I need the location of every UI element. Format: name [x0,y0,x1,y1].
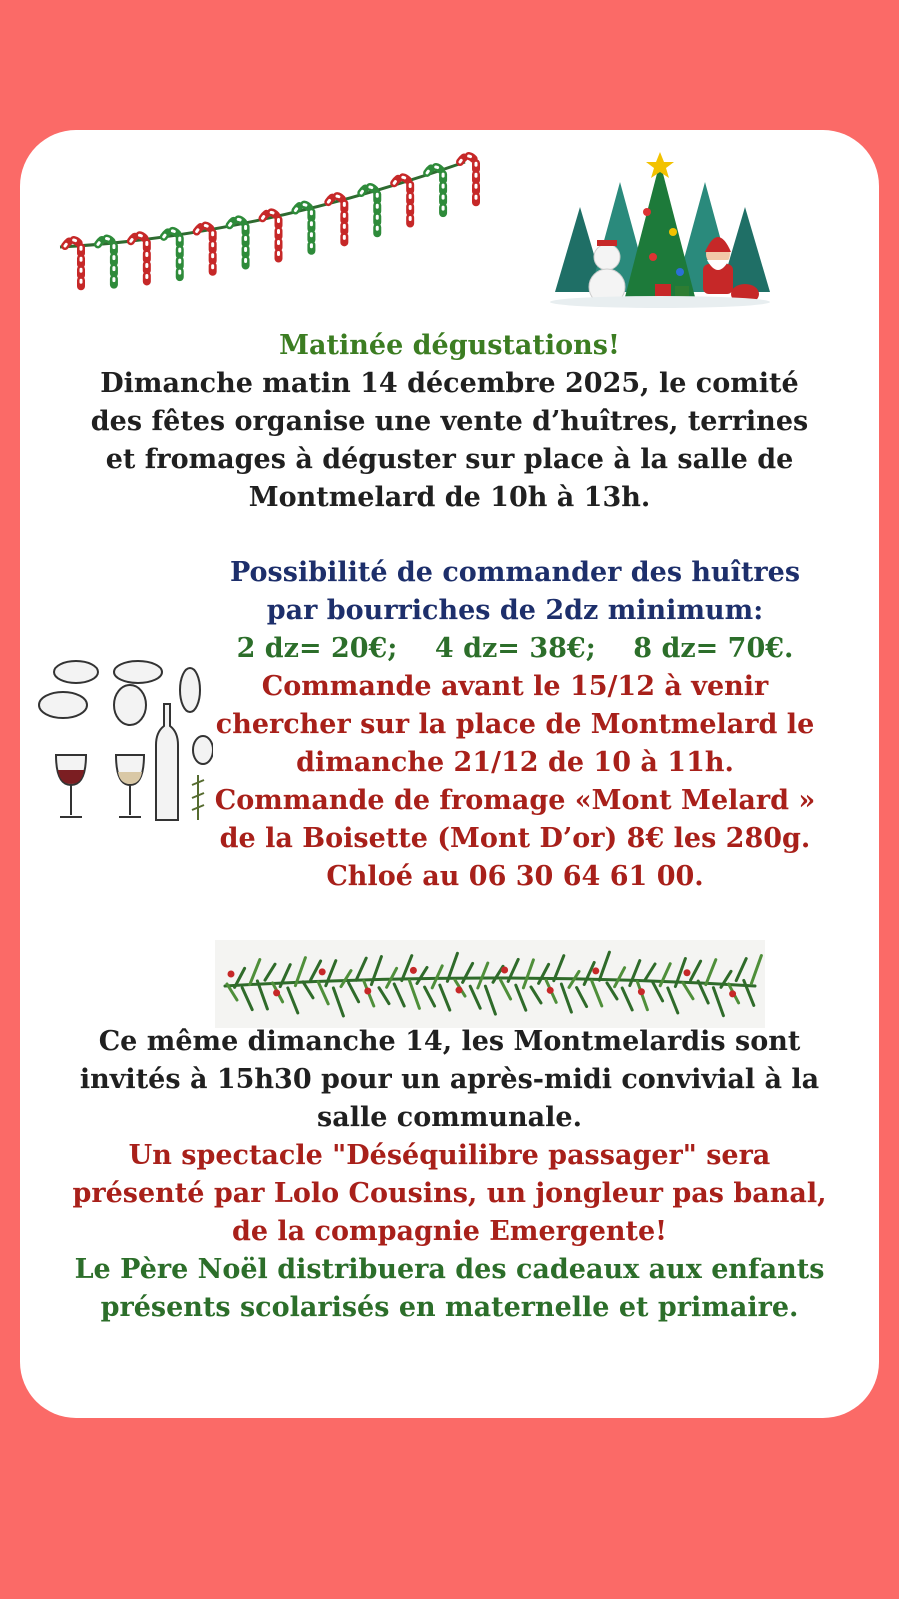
intro-line: Montmelard de 10h à 13h. [248,482,651,513]
pickup-line: dimanche 21/12 de 10 à 11h. [296,747,734,778]
order-paragraph [215,554,815,630]
heading: Matinée dégustations! [279,330,620,361]
show-line: présenté par Lolo Cousins, un jongleur pas banal, [72,1178,827,1209]
prices-line: 2 dz= 20€; 4 dz= 38€; 8 dz= 70€. [236,633,794,664]
pickup-line: Chloé au 06 30 64 61 00. [326,861,704,892]
afternoon-line: salle communale. [317,1102,582,1133]
santa-line: présents scolarisés en maternelle et primaire. [100,1292,799,1323]
christmas-trees-icon [535,152,785,312]
order-line: par bourriches de 2dz minimum: [266,595,764,626]
pickup-line: chercher sur la place de Montmelard le [215,709,815,740]
pine-garland-icon [215,940,765,1028]
show-line: Un spectacle "Déséquilibre passager" sera [128,1140,771,1171]
afternoon-line: invités à 15h30 pour un après-midi convivial à la [79,1064,820,1095]
intro-paragraph [20,365,879,517]
flyer-card [20,130,879,1418]
pickup-line: Commande avant le 15/12 à venir [261,671,769,702]
show-line: de la compagnie Emergente! [231,1216,668,1247]
intro-line: Dimanche matin 14 décembre 2025, le comité [100,368,799,399]
candy-cane-garland-icon [50,142,480,312]
pickup-line: Commande de fromage «Mont Melard » [214,785,816,816]
intro-line: et fromages à déguster sur place à la salle de [105,444,794,475]
intro-line: des fêtes organise une vente d’huîtres, terrines [90,406,809,437]
order-line: Possibilité de commander des huîtres [229,557,801,588]
show-paragraph [20,1137,879,1251]
pickup-paragraph [195,668,835,896]
oysters-wine-icon [38,660,213,835]
afternoon-paragraph [20,1023,879,1137]
santa-paragraph [20,1251,879,1327]
santa-line: Le Père Noël distribuera des cadeaux aux enfants [74,1254,825,1285]
pickup-line: de la Boisette (Mont D’or) 8€ les 280g. [219,823,811,854]
afternoon-line: Ce même dimanche 14, les Montmelardis sont [98,1026,801,1057]
